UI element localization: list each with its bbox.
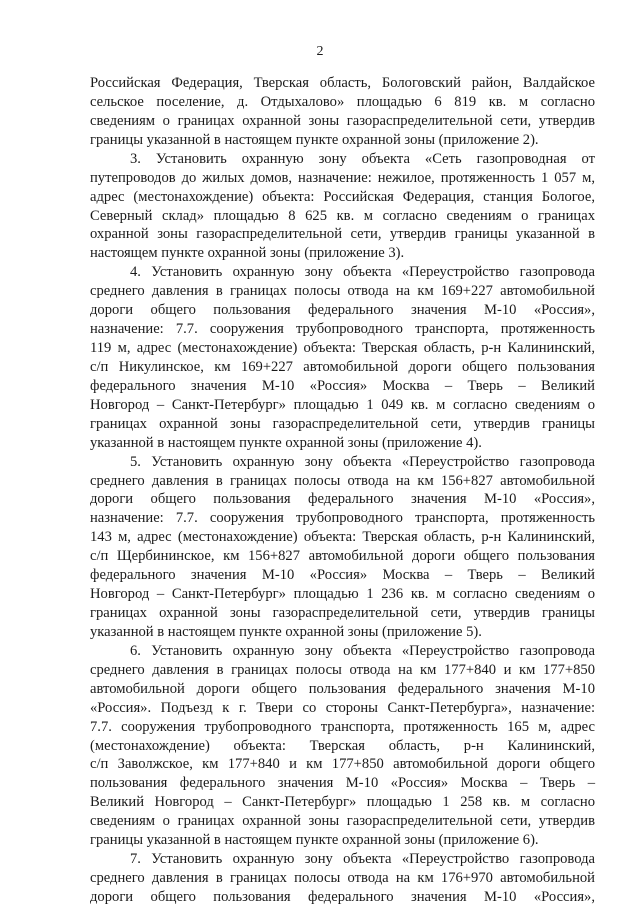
text-line: указанной в настоящем пункте охранной зоны (приложение 5).: [90, 624, 482, 640]
text-line: 6. Установить охранную зону объекта «Переустройство газопровода: [130, 643, 595, 659]
text-line: сведениям о границах охранной зоны газораспределительной сети, утвердив: [90, 113, 595, 129]
text-line: 5. Установить охранную зону объекта «Переустройство газопровода: [130, 454, 595, 470]
text-line: 143 м, адрес (местонахождение) объекта: Тверская область, р-н Калининский,: [90, 529, 595, 545]
text-line: среднего давления в границах полосы отвода на км 176+970 автомобильной: [90, 870, 595, 886]
text-line: (местонахождение) объекта: Тверская область, р-н Калининский,: [90, 738, 595, 754]
text-line: дороги общего пользования федерального значения М-10 «Россия»,: [90, 889, 595, 905]
text-line: границах охранной зоны газораспределительной сети, утвердив границы: [90, 605, 595, 621]
text-line: пользования федерального значения М-10 «Россия» Москва – Тверь –: [90, 775, 595, 791]
text-line: границы указанной в настоящем пункте охранной зоны (приложение 2).: [90, 132, 539, 148]
text-line: границы указанной в настоящем пункте охранной зоны (приложение 6).: [90, 832, 539, 848]
text-line: дороги общего пользования федерального значения М-10 «Россия»,: [90, 302, 595, 318]
text-line: назначение: 7.7. сооружения трубопроводного транспорта, протяженность: [90, 321, 595, 337]
text-line: сельское поселение, д. Отдыхалово» площадью 6 819 кв. м согласно: [90, 94, 595, 110]
text-line: с/п Щербининское, км 156+827 автомобильной дороги общего пользования: [90, 548, 595, 564]
text-line: адрес (местонахождение) объекта: Российская Федерация, станция Бологое,: [90, 189, 595, 205]
text-line: с/п Заволжское, км 177+840 и км 177+850 автомобильной дороги общего: [90, 756, 595, 772]
text-line: сведениям о границах охранной зоны газораспределительной сети, утвердив: [90, 813, 595, 829]
text-line: дороги общего пользования федерального значения М-10 «Россия»,: [90, 491, 595, 507]
text-line: 4. Установить охранную зону объекта «Переустройство газопровода: [130, 264, 595, 280]
text-line: 7.7. сооружения трубопроводного транспорта, протяженность 165 м, адрес: [90, 719, 595, 735]
page-number: 2: [316, 44, 324, 59]
text-line: 3. Установить охранную зону объекта «Сеть газопроводная от: [130, 151, 595, 167]
text-line: 7. Установить охранную зону объекта «Переустройство газопровода: [130, 851, 595, 867]
text-line: «Россия». Подъезд к г. Твери со стороны Санкт-Петербурга», назначение:: [90, 700, 595, 716]
text-line: Северный склад» площадью 8 625 кв. м согласно сведениям о границах: [90, 208, 595, 224]
text-line: Новгород – Санкт-Петербург» площадью 1 049 кв. м согласно сведениям о: [90, 397, 595, 413]
text-line: указанной в настоящем пункте охранной зоны (приложение 4).: [90, 435, 482, 451]
text-line: 119 м, адрес (местонахождение) объекта: Тверская область, р-н Калининский,: [90, 340, 595, 356]
text-line: среднего давления в границах полосы отвода на км 156+827 автомобильной: [90, 473, 595, 489]
text-line: федерального значения М-10 «Россия» Москва – Тверь – Великий: [90, 378, 595, 394]
text-line: федерального значения М-10 «Россия» Москва – Тверь – Великий: [90, 567, 595, 583]
text-line: среднего давления в границах полосы отвода на км 169+227 автомобильной: [90, 283, 595, 299]
text-line: Великий Новгород – Санкт-Петербург» площадью 1 258 кв. м согласно: [90, 794, 595, 810]
text-line: среднего давления в границах полосы отвода на км 177+840 и км 177+850: [90, 662, 595, 678]
text-line: границах охранной зоны газораспределительной сети, утвердив границы: [90, 416, 595, 432]
text-line: Российская Федерация, Тверская область, Бологовский район, Валдайское: [90, 75, 595, 91]
text-line: настоящем пункте охранной зоны (приложение 3).: [90, 245, 405, 261]
text-line: путепроводов до жилых домов, назначение: нежилое, протяженность 1 057 м,: [90, 170, 595, 186]
text-line: автомобильной дороги общего пользования федерального значения М-10: [90, 681, 595, 697]
text-line: Новгород – Санкт-Петербург» площадью 1 236 кв. м согласно сведениям о: [90, 586, 595, 602]
text-line: назначение: 7.7. сооружения трубопроводного транспорта, протяженность: [90, 510, 595, 526]
text-line: с/п Никулинское, км 169+227 автомобильной дороги общего пользования: [90, 359, 595, 375]
text-line: охранной зоны газораспределительной сети, утвердив границы указанной в: [90, 226, 595, 242]
